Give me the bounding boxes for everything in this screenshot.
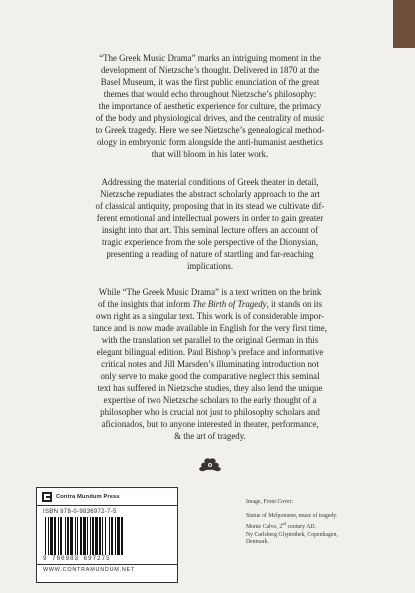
p1-line-7: to Greek tragedy. Here we see Nietzsche’s genealogical method- xyxy=(95,125,325,135)
barcode-bar xyxy=(102,517,103,555)
paragraph-2 xyxy=(66,176,354,272)
credit-line-1: Statue of Melpomene, muse of tragedy. xyxy=(246,512,338,519)
paragraph-3 xyxy=(66,286,354,442)
p3-line-10: expertise of two Nietzsche scholars to the early thought of a xyxy=(103,395,317,405)
p3-line-1: While “The Greek Music Drama” is a text written on the brink xyxy=(98,287,322,297)
credit-line-3: Ny Carlsberg Glyptothek, Copenhagen, xyxy=(246,531,338,538)
p3-line-4: tance and is now made available in English for the very first time, xyxy=(93,323,327,333)
p3-line-3: own right as a singular text. This work is of considerable impor- xyxy=(96,311,324,321)
credit-line-2 xyxy=(246,520,396,532)
barcode-bar xyxy=(60,517,62,555)
barcode-bar xyxy=(92,517,94,555)
p1-line-6: of the body and physiological drives, and the centrality of music xyxy=(95,113,325,123)
publisher-isbn-box xyxy=(36,487,178,583)
contra-mundum-logo-icon xyxy=(42,492,52,502)
corner-color-tab xyxy=(393,0,415,48)
p2-line-3: of classical antiquity, proposing that in its stead we cultivate dif- xyxy=(95,201,325,211)
p1-line-2: development of Nietzsche’s thought. Delivered in 1870 at the xyxy=(100,65,320,75)
credit-line-4: Denmark. xyxy=(246,539,270,546)
barcode-bar xyxy=(50,517,53,555)
p2-line-4: ferent emotional and intellectual powers in order to gain greater xyxy=(96,213,324,223)
p2-line-6: tragic experience from the sole perspective of the Dionysian, xyxy=(101,237,319,247)
isbn-number: ISBN 978-0-9836972-7-5 xyxy=(43,509,117,515)
barcode-bar xyxy=(109,517,110,555)
barcode-bar xyxy=(87,517,88,555)
p2-line-8: implications. xyxy=(186,261,234,271)
credit-line-2-pre: Monte Calvo, 2 xyxy=(246,524,283,531)
p3-line-13: & the art of tragedy. xyxy=(174,431,246,441)
barcode-digits: 9 780983 697275 xyxy=(43,555,111,562)
paragraph-1 xyxy=(66,52,354,160)
barcode-bar xyxy=(80,517,82,555)
p2-line-2: Nietzsche repudiates the abstract scholarly approach to the art xyxy=(100,189,320,199)
p2-line-7: presenting a reading of nature of startling and far-reaching xyxy=(106,249,314,259)
p1-line-3: Basel Museum, it was the first public enunciation of the great xyxy=(100,77,320,87)
cover-image-credit xyxy=(246,499,396,547)
barcode-bar xyxy=(65,517,66,555)
publisher-name: Contra Mundum Press xyxy=(56,493,120,500)
p3-line-12: aficionados, but to anyone interested in theater, performance, xyxy=(101,419,319,429)
barcode-bar xyxy=(95,517,98,555)
p3-line-11: philosopher who is crucial not just to philosophy scholars and xyxy=(100,407,320,417)
p2-line-5: insight into that art. This seminal lecture offers an account of xyxy=(101,225,319,235)
p3-line-9: text has suffered in Nietzsche studies, they also lend the unique xyxy=(97,383,323,393)
barcode-bar xyxy=(45,517,46,555)
barcode-bar xyxy=(111,517,113,555)
p1-line-9: that will bloom in his later work. xyxy=(151,149,269,159)
p3-line-2-post: , it stands on its xyxy=(266,299,323,309)
credit-line-2-sup: nd xyxy=(282,521,287,527)
barcode xyxy=(43,517,171,555)
p1-line-1: “The Greek Music Drama” marks an intriguing moment in the xyxy=(99,53,321,63)
barcode-bar xyxy=(75,517,76,555)
fleuron-ornament-icon xyxy=(195,456,225,474)
credit-heading: Image, Front Cover: xyxy=(246,499,294,505)
publisher-website: WWW.CONTRAMUNDUM.NET xyxy=(37,564,177,575)
barcode-bar xyxy=(70,517,73,555)
p2-line-1: Addressing the material conditions of Greek theater in detail, xyxy=(101,177,319,187)
barcode-bar xyxy=(48,517,49,555)
barcode-bar xyxy=(117,517,120,555)
back-cover-text xyxy=(66,52,354,474)
p3-line-5: with the translation set parallel to the original German in this xyxy=(101,335,319,345)
barcode-bar xyxy=(115,517,116,555)
p1-line-4: themes that would echo throughout Nietzsche’s philosophy: xyxy=(103,89,317,99)
p3-line-7: critical notes and Jill Marsden’s illuminating introduction not xyxy=(101,359,319,369)
barcode-bar xyxy=(105,517,106,555)
barcode-bar xyxy=(58,517,59,555)
barcode-bar xyxy=(67,517,69,555)
p1-line-5: the importance of aesthetic experience for culture, the primacy xyxy=(98,101,322,111)
p3-line-6: elegant bilingual edition. Paul Bishop’s preface and informative xyxy=(96,347,324,357)
credit-line-2-post: century AD. xyxy=(286,524,317,531)
p3-line-8: only serve to make good the comparative neglect this seminal xyxy=(100,371,320,381)
barcode-bar xyxy=(77,517,78,555)
barcode-bar xyxy=(83,517,86,555)
p1-line-8: ology in embryonic form alongside the anti-humanist aesthetics xyxy=(96,137,323,147)
book-title-italic: The Birth of Tragedy xyxy=(192,299,267,309)
barcode-bar xyxy=(54,517,56,555)
barcode-bar xyxy=(121,517,123,555)
barcode-bar xyxy=(90,517,91,555)
p3-line-2-pre: of the insights that inform xyxy=(97,299,193,309)
barcode-bar xyxy=(99,517,101,555)
publisher-header xyxy=(37,488,177,506)
